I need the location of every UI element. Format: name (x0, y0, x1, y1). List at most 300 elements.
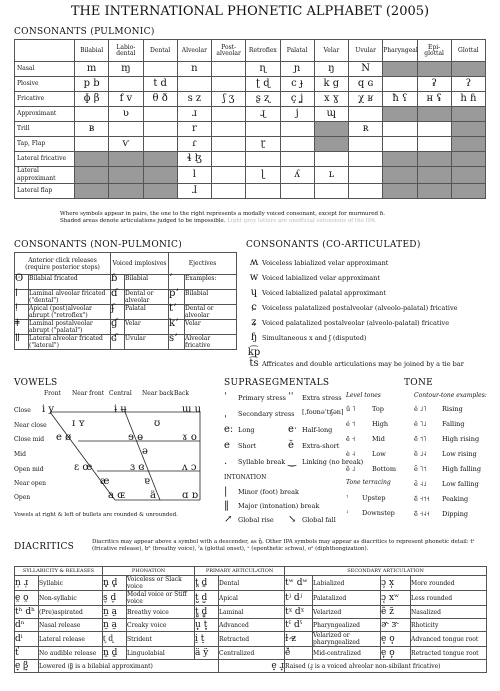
diacritic-label: Labialized (313, 576, 381, 591)
diacritic-symbol: tʰ dʰ (15, 606, 39, 619)
pulmonic-col-header: Pharyngeal (383, 40, 417, 62)
tone-level-item (346, 450, 386, 458)
pulmonic-cell (451, 137, 485, 152)
diac-header-phonation: PHONATION (103, 567, 195, 576)
diacritic-label: More rounded (411, 576, 487, 591)
vowel-symbol: ɑ ɒ (182, 490, 198, 501)
supra-item (224, 456, 285, 467)
pulmonic-cell (280, 184, 314, 199)
diacritic-symbol: e̯ o̯ (15, 591, 39, 606)
intonation-text: Global fall (302, 516, 336, 524)
supra-symbol: . (224, 456, 228, 467)
diacritic-symbol: i̠ t̠ (195, 632, 219, 647)
pulmonic-col-header: Labio- dental (109, 40, 143, 62)
diac-lowered-symbol: e̞ β̞ (15, 660, 39, 673)
pulmonic-cell (212, 167, 246, 184)
pulmonic-cell (143, 137, 177, 152)
coarticulated-text: Voiced labialized velar approximant (262, 274, 380, 282)
pulmonic-cell: x ɣ (314, 92, 348, 107)
nonpulmonic-row (15, 320, 237, 335)
vowel-col-label: Near front (72, 390, 105, 397)
pulmonic-cell: ɱ (109, 62, 143, 77)
coarticulated-item (246, 272, 380, 283)
diacritic-symbol: ä ÿ (195, 647, 219, 660)
diacritic-symbol: n̥ d̥ (103, 576, 127, 591)
supra-symbol: ˈ (224, 392, 227, 403)
pulmonic-cell (383, 152, 417, 167)
diacritic-row (15, 591, 487, 606)
tone-level-text: Low (372, 450, 386, 458)
pulmonic-row (15, 137, 486, 152)
intonation-symbol: ‖ (224, 500, 229, 511)
pulmonic-cell (109, 77, 143, 92)
pulmonic-cell (143, 122, 177, 137)
vowel-symbol: ə (142, 446, 148, 457)
pulmonic-cell: ʟ (314, 167, 348, 184)
supra-text: Syllable break (238, 458, 286, 466)
vowel-col-label: Near back (142, 390, 174, 397)
nonpulmonic-table (14, 252, 237, 350)
diacritic-symbol: tʲ dʲ (285, 591, 313, 606)
supra-symbol: e (224, 440, 230, 451)
diac-header-primary: PRIMARY ARTICULATION (195, 567, 285, 576)
pulmonic-cell (383, 184, 417, 199)
pulmonic-cell: ⱱ (109, 137, 143, 152)
nonpulmonic-row (15, 305, 237, 320)
pulmonic-cell (212, 62, 246, 77)
pulmonic-cell (383, 62, 417, 77)
pulmonic-row (15, 92, 486, 107)
pulmonic-corner (15, 40, 75, 62)
vowels-heading: VOWELS (14, 378, 58, 388)
pulmonic-cell (280, 122, 314, 137)
diacritic-symbol: n̰ a̰ (103, 619, 127, 632)
pulmonic-cell: c ɟ (280, 77, 314, 92)
diacritic-label: Non-syllabic (39, 591, 103, 606)
vowel-symbol: ɪ ʏ (72, 418, 85, 429)
pulmonic-row-label: Fricative (15, 92, 75, 107)
tone-contour-text: Rising (442, 405, 463, 413)
tone-contour-symbol: e᷉ ˧˨˧ (414, 510, 430, 518)
np-label: Uvular (125, 335, 169, 350)
pulmonic-note-2: Shaded areas denote articulations judged to be impossible. (60, 218, 226, 224)
diacritic-label: Retracted (219, 632, 285, 647)
coarticulated-item (246, 287, 386, 298)
tone-contour-text: Low rising (442, 450, 477, 458)
diacritic-symbol: dˡ (15, 632, 39, 647)
coarticulated-symbol: ɥ (250, 287, 258, 298)
diacritic-row (15, 647, 487, 660)
vowel-symbol: ɨ ʉ (114, 404, 127, 415)
pulmonic-cell (349, 107, 383, 122)
pulmonic-cell (314, 122, 348, 137)
diacritic-row (15, 576, 487, 591)
pulmonic-cell (109, 122, 143, 137)
diac-lowered-text: Lowered (β̞ is a bilabial approximant) (39, 660, 219, 673)
coarticulated-item (246, 302, 458, 313)
pulmonic-row (15, 167, 486, 184)
np-label: Apical (post)alveolar abrupt ("retroflex") (29, 305, 111, 320)
pulmonic-cell (451, 184, 485, 199)
tone-heading: TONE (404, 378, 434, 388)
diacritic-symbol: t̻ d̻ (195, 606, 219, 619)
tone-contour-symbol: e᷈ ˧˦˧ (414, 495, 430, 503)
pulmonic-cell (75, 107, 109, 122)
diacritic-label: Nasalized (411, 606, 487, 619)
pulmonic-cell (417, 137, 451, 152)
diacritic-label: Palatalized (313, 591, 381, 606)
vowel-symbol: ʊ (154, 418, 161, 429)
tone-terracing-symbol: ꜜ (346, 509, 349, 517)
vowel-symbol: ɛ œ (74, 462, 93, 473)
nonpulmonic-row (15, 275, 237, 290)
pulmonic-row-label: Approximant (15, 107, 75, 122)
tone-level-symbol: é ˦ (346, 420, 356, 428)
pulmonic-cell: ɸ β (75, 92, 109, 107)
pulmonic-cell (143, 152, 177, 167)
tone-contour-text: Peaking (442, 495, 469, 503)
tone-contour-text: Low falling (442, 480, 479, 488)
pulmonic-cell (212, 137, 246, 152)
diacritic-label: Rhoticity (411, 619, 487, 632)
pulmonic-row-label: Tap, Flap (15, 137, 75, 152)
tone-contour-item (414, 510, 468, 518)
diacritic-symbol: ĕ̽ (285, 647, 313, 660)
vowel-chart (10, 388, 220, 508)
supra-item (224, 408, 295, 419)
np-symbol: ǂ (15, 320, 29, 335)
coarticulated-text: Affricates and double articulations may be joined by a tie bar (262, 360, 464, 368)
pulmonic-notes (60, 211, 480, 225)
tone-contour-text: Dipping (442, 510, 469, 518)
intonation-heading: INTONATION (224, 474, 267, 481)
diacritic-label: Creaky voice (127, 619, 195, 632)
supra-symbol: eˑ (288, 424, 298, 435)
supra-item (288, 440, 339, 451)
supra-item (288, 424, 332, 435)
coarticulated-symbol: ɧ (250, 332, 258, 343)
pulmonic-cell: ʜ ʢ (417, 92, 451, 107)
pulmonic-cell (109, 184, 143, 199)
np-symbol: ʛ (111, 335, 125, 350)
pulmonic-cell (143, 107, 177, 122)
diacritic-symbol: t̺ d̺ (195, 591, 219, 606)
pulmonic-cell: ʈ ɖ (246, 77, 280, 92)
intonation-text: Major (intonation) break (238, 502, 320, 510)
supra-text: Secondary stress (238, 410, 295, 418)
tone-level-symbol: è ˨ (346, 450, 356, 458)
diacritic-label: Mid-centralized (313, 647, 381, 660)
pulmonic-cell (246, 184, 280, 199)
supra-symbol: ˌ (224, 408, 227, 419)
supra-item (224, 424, 255, 435)
np-header-implosives: Voiced implosives (111, 253, 169, 275)
tone-contour-symbol: ê ˥˩ (414, 420, 427, 428)
coarticulated-symbol: k͡p t͡s (247, 347, 261, 369)
pulmonic-col-header: Glottal (451, 40, 485, 62)
np-symbol: ǀ (15, 290, 29, 305)
supra-symbol: ĕ (288, 440, 294, 451)
pulmonic-cell (451, 62, 485, 77)
tone-terracing-item (346, 509, 395, 517)
pulmonic-cell: m (75, 62, 109, 77)
pulmonic-cell: N (349, 62, 383, 77)
np-symbol: ʄ (111, 305, 125, 320)
np-label: Examples: (185, 275, 237, 290)
pulmonic-cell (212, 107, 246, 122)
diacritic-label: Linguolabial (127, 647, 195, 660)
supra-text: Linking (no break) (302, 458, 364, 466)
tone-contour-symbol: e᷅ ˩˨ (414, 450, 427, 458)
pulmonic-cell (349, 184, 383, 199)
vowel-symbol: ɯ u (182, 404, 202, 415)
diacritic-symbol: ɚ ɝ (381, 619, 411, 632)
intonation-item (224, 514, 274, 525)
tone-level-text: Top (372, 405, 384, 413)
vowel-row-label: Close (14, 407, 31, 414)
np-symbol: ɗ (111, 290, 125, 305)
intonation-symbol: | (224, 486, 228, 497)
diac-header-syllabicity: SYLLABICITY & RELEASES (15, 567, 103, 576)
pulmonic-col-header: Velar (314, 40, 348, 62)
nonpulmonic-row (15, 335, 237, 350)
vowel-symbol: ɜ ɞ (130, 462, 145, 473)
pulmonic-cell: l (177, 167, 211, 184)
diacritic-label: Laminal (219, 606, 285, 619)
tone-contour-item (414, 420, 465, 428)
supra-symbol: eː (224, 424, 234, 435)
diacritic-label: Dental (219, 576, 285, 591)
supra-text: Short (238, 442, 257, 450)
pulmonic-cell: ʙ (75, 122, 109, 137)
diacritic-symbol: ɔ̜ xʷ (381, 591, 411, 606)
tone-terracing-item (346, 494, 386, 502)
pulmonic-row-label: Nasal (15, 62, 75, 77)
tone-level-item (346, 420, 388, 428)
diacritic-label: Voiceless or Slack voice (127, 576, 195, 591)
supra-item (224, 392, 286, 403)
tone-contour-symbol: e᷄ ˦˥ (414, 435, 427, 443)
np-label: Lateral alveolar fricated ("lateral") (29, 335, 111, 350)
tone-contour-heading: Contour-tone examples: (414, 392, 487, 399)
np-symbol: kʼ (169, 320, 185, 335)
tone-contour-symbol: e᷇ ˥˦ (414, 465, 427, 473)
vowel-symbol: a ɶ (108, 490, 126, 501)
pulmonic-cell (143, 184, 177, 199)
diac-raised-symbol: e̝ ɹ̝ (219, 660, 285, 673)
pulmonic-cell: q ɢ (349, 77, 383, 92)
pulmonic-row (15, 62, 486, 77)
pulmonic-cell: ɭ (246, 167, 280, 184)
diacritics-intro: Diacritics may appear above a symbol with a descender, as ŋ̊. Other IPA symbols may appear as diacritics to represent phonetic detail: tˢ (fricative release), bʱ (breathy voice), ˀa (glottal onset), ᵊ (epenthetic schwa), oᶷ (diphthongization). (92, 539, 475, 552)
supra-text: Primary stress (238, 394, 287, 402)
intonation-text: Minor (foot) break (238, 488, 299, 496)
np-symbol: ɠ (111, 320, 125, 335)
np-symbol: pʼ (169, 290, 185, 305)
tone-level-item (346, 465, 396, 473)
pulmonic-cell: f v (109, 92, 143, 107)
pulmonic-cell (349, 137, 383, 152)
pulmonic-cell (314, 184, 348, 199)
supra-item (224, 440, 256, 451)
pulmonic-cell: j (280, 107, 314, 122)
diacritic-symbol: t̚ (15, 647, 39, 660)
pulmonic-cell (451, 152, 485, 167)
pulmonic-cell: ʀ (349, 122, 383, 137)
vowel-col-label: Front (44, 390, 61, 397)
pulmonic-cell (212, 122, 246, 137)
pulmonic-cell (417, 107, 451, 122)
pulmonic-row-label: Plosive (15, 77, 75, 92)
np-label: Bilabial (185, 290, 237, 305)
diacritic-row (15, 619, 487, 632)
tone-level-text: High (372, 420, 389, 428)
vowel-symbol: ä (150, 490, 156, 501)
vowel-row-label: Open mid (14, 466, 44, 473)
tone-contour-item (414, 495, 468, 503)
diacritic-symbol: ɔ̹ x̹ (381, 576, 411, 591)
tone-terracing-symbol: ꜛ (346, 494, 349, 502)
pulmonic-cell (314, 137, 348, 152)
np-label: Laminal postalveolar abrupt ("palatal") (29, 320, 111, 335)
coarticulated-text: Voiceless palatalized postalveolar (alveolo-palatal) fricative (262, 304, 458, 312)
vowel-note: Vowels at right & left of bullets are rounded & unrounded. (14, 512, 178, 518)
pulmonic-cell (417, 152, 451, 167)
pulmonic-cell: ʂ ʐ (246, 92, 280, 107)
np-label: Palatal (125, 305, 169, 320)
diacritic-label: Syllabic (39, 576, 103, 591)
diacritic-symbol: e̘ o̘ (381, 632, 411, 647)
pulmonic-cell: ɰ (314, 107, 348, 122)
diacritic-symbol: t̪ d̪ (195, 576, 219, 591)
intonation-item (224, 486, 299, 497)
np-label: Laminal alveolar fricated ("dental") (29, 290, 111, 305)
vowel-symbol: e ø (56, 432, 72, 443)
pulmonic-cell: ɺ (177, 184, 211, 199)
pulmonic-cell (383, 107, 417, 122)
pulmonic-cell (451, 122, 485, 137)
intonation-text: Global rise (238, 516, 274, 524)
pulmonic-cell (75, 152, 109, 167)
supra-text: Extra-short (302, 442, 340, 450)
pulmonic-row (15, 152, 486, 167)
pulmonic-table (14, 39, 486, 199)
pulmonic-cell: ɻ (246, 107, 280, 122)
tone-level-symbol: ē ˧ (346, 435, 356, 443)
pulmonic-cell: t d (143, 77, 177, 92)
diac-header-secondary: SECONDARY ARTICULATION (285, 567, 487, 576)
coarticulated-item (246, 317, 449, 328)
tone-contour-item (414, 480, 479, 488)
pulmonic-cell (417, 62, 451, 77)
diacritic-label: Velarized (313, 606, 381, 619)
diacritic-symbol: n̤ a̤ (103, 606, 127, 619)
coarticulated-item (246, 332, 366, 343)
tone-level-item (346, 405, 384, 413)
page-title: THE INTERNATIONAL PHONETIC ALPHABET (2005) (70, 4, 430, 19)
vowel-symbol: ɤ o (182, 432, 197, 443)
pulmonic-cell (246, 152, 280, 167)
pulmonic-cell: s z (177, 92, 211, 107)
tone-level-text: Mid (372, 435, 385, 443)
supra-text: Half-long (302, 426, 333, 434)
np-label: Dental or alveolar (125, 290, 169, 305)
diacritic-label: Nasal release (39, 619, 103, 632)
tone-level-symbol: ű ˥ (346, 405, 356, 413)
pulmonic-cell (280, 137, 314, 152)
np-label: Velar (125, 320, 169, 335)
pulmonic-cell: k g (314, 77, 348, 92)
tone-contour-item (414, 435, 479, 443)
np-label: Velar (185, 320, 237, 335)
intonation-symbol: ↗ (224, 514, 233, 525)
supra-text: [ˌfoʊnəˈtɪʃən] (302, 408, 344, 416)
pulmonic-cell: ʋ (109, 107, 143, 122)
tone-terracing-text: Upstep (362, 494, 386, 502)
diacritic-symbol: t͈ d͈ (103, 632, 127, 647)
coarticulated-text: Voiced palatalized postalveolar (alveolo-palatal) fricative (262, 319, 450, 327)
pulmonic-cell: ɽ (246, 137, 280, 152)
pulmonic-cell (109, 167, 143, 184)
diacritic-label: Centralized (219, 647, 285, 660)
np-header-ejectives: Ejectives (169, 253, 237, 275)
pulmonic-cell: ç ʝ (280, 92, 314, 107)
np-symbol: sʼ (169, 335, 185, 350)
pulmonic-note-1: Where symbols appear in pairs, the one to the right represents a modally voiced consonant, except for murmured ɦ. (60, 211, 386, 217)
diac-raised-text: Raised (ɹ̝ is a voiced alveolar non-sibilant fricative) (285, 660, 487, 673)
pulmonic-row-label: Lateral flap (15, 184, 75, 199)
supra-item (288, 392, 342, 403)
pulmonic-cell: ħ ʕ (383, 92, 417, 107)
tone-contour-item (414, 450, 477, 458)
supra-item (288, 408, 344, 416)
pulmonic-cell: ɬ ɮ (177, 152, 211, 167)
vowel-col-label: Back (174, 390, 189, 397)
diacritic-label: (Pre)aspirated (39, 606, 103, 619)
pulmonic-col-header: Post- alveolar (212, 40, 246, 62)
diacritic-label: Modal voice or Stiff voice (127, 591, 195, 606)
diacritic-label: Strident (127, 632, 195, 647)
pulmonic-col-header: Dental (143, 40, 177, 62)
diacritic-symbol: n̩ ɹ̩ (15, 576, 39, 591)
vowel-col-label: Central (109, 390, 132, 397)
vowel-row-label: Mid (14, 451, 26, 458)
pulmonic-cell: ʡ (417, 77, 451, 92)
vowel-row-label: Close mid (14, 436, 45, 443)
tone-contour-text: Falling (442, 420, 465, 428)
pulmonic-row-label: Lateral approximant (15, 167, 75, 184)
pulmonic-cell (451, 167, 485, 184)
diacritic-label: Pharyngealized (313, 619, 381, 632)
pulmonic-col-header: Epi- glottal (417, 40, 451, 62)
pulmonic-cell (143, 167, 177, 184)
pulmonic-row-label: Trill (15, 122, 75, 137)
pulmonic-cell (417, 184, 451, 199)
intonation-item (288, 514, 336, 525)
np-symbol: ǁ (15, 335, 29, 350)
pulmonic-cell (383, 167, 417, 184)
pulmonic-cell (212, 152, 246, 167)
pulmonic-cell (314, 152, 348, 167)
pulmonic-cell (75, 184, 109, 199)
pulmonic-row (15, 122, 486, 137)
supra-symbol: ‿ (288, 456, 297, 467)
pulmonic-cell: ɳ (246, 62, 280, 77)
tone-level-heading: Level tones (346, 392, 381, 399)
vowel-symbol: æ (100, 476, 110, 487)
pulmonic-cell (349, 152, 383, 167)
np-symbol: ʼ (169, 275, 185, 290)
